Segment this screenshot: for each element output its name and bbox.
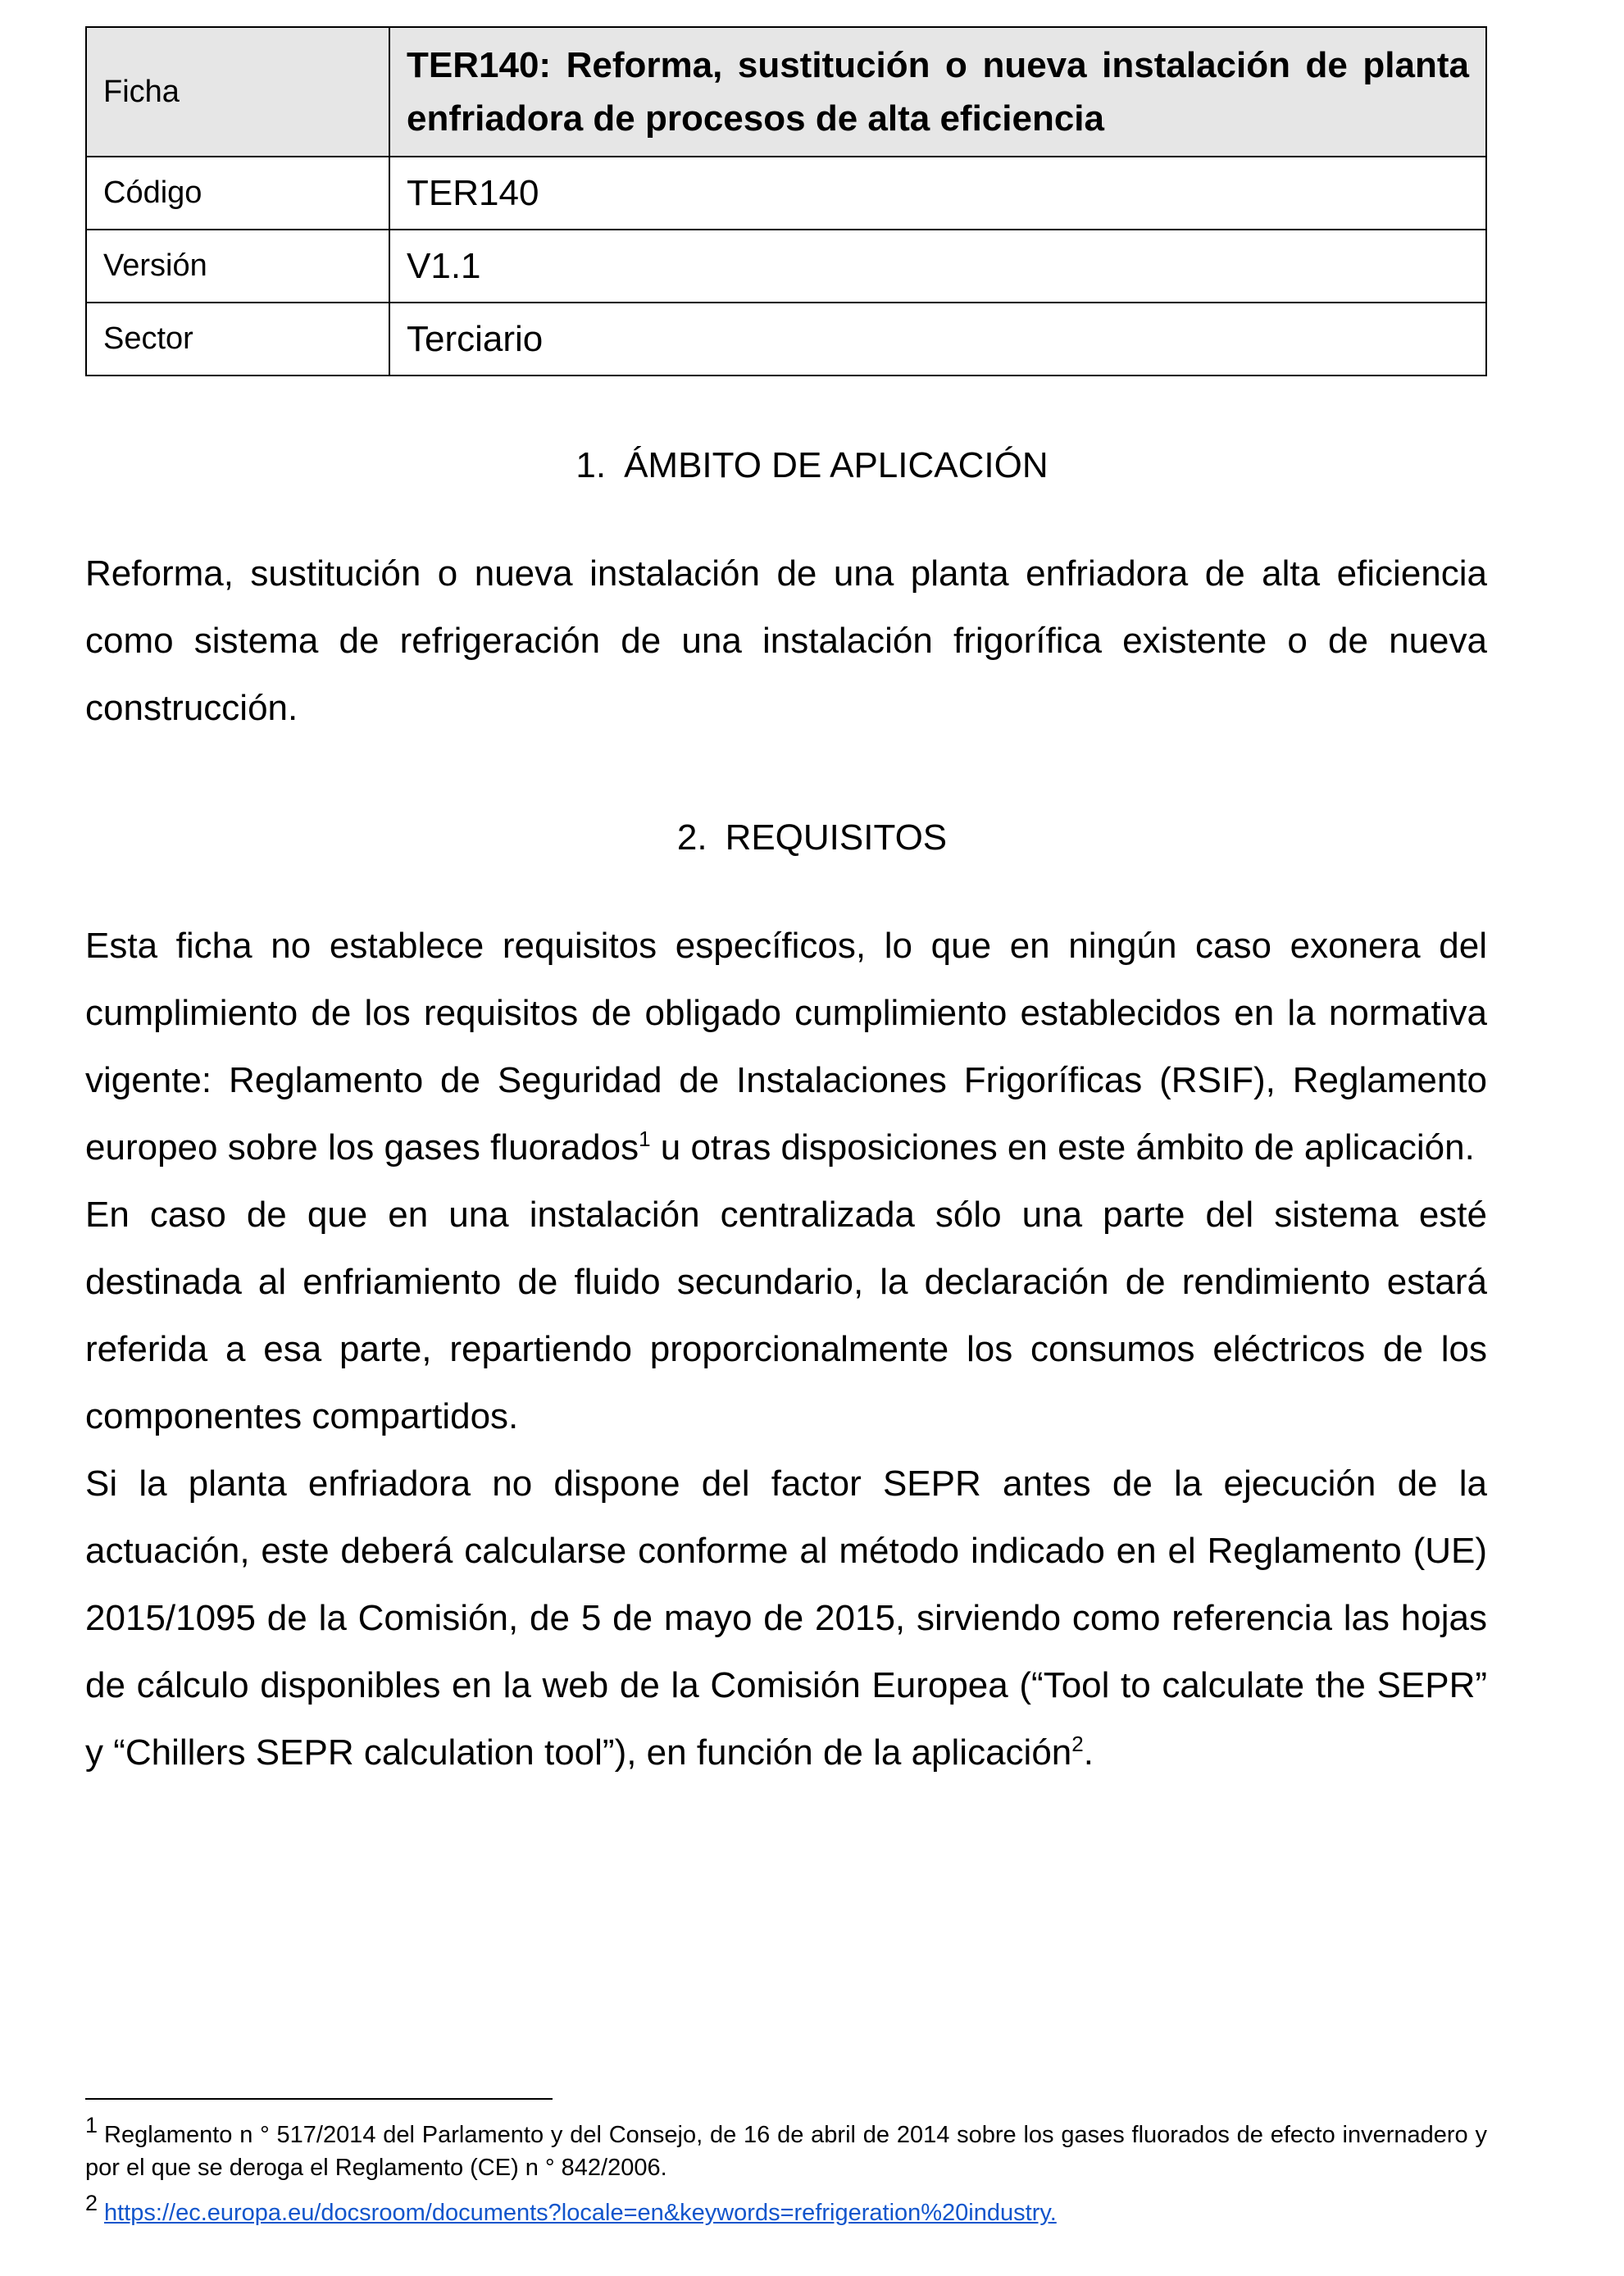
footnote-2 [85,2191,1487,2229]
version-value: V1.1 [389,230,1486,303]
footnote-1 [85,2113,1487,2184]
footnote-1-mark: 1 [85,2113,98,2137]
section-2-heading [0,817,1624,858]
section-1-title: ÁMBITO DE APLICACIÓN [624,445,1049,485]
section-1-body [85,540,1487,742]
sector-label: Sector [86,303,389,376]
footnote-2-link[interactable]: https://ec.europa.eu/docsroom/documents?locale=en&keywords=refrigeration%20industry. [104,2200,1057,2226]
table-row [86,27,1486,157]
section-2-title: REQUISITOS [725,817,948,858]
table-row [86,230,1486,303]
ficha-label: Ficha [86,27,389,157]
footnote-ref-2[interactable]: 2 [1071,1732,1084,1756]
p3-text-end: . [1083,1732,1094,1773]
codigo-label: Código [86,157,389,230]
p3-text: Si la planta enfriadora no dispone del factor SEPR antes de la ejecución de la actuación, este deberá calcularse conforme al método indicado en el Reglamento (UE) 2015/1095 de la Comisión, de 5 de mayo de 2015, sirviendo como referencia las hojas de cálculo disponibles en la web de la Comisión Europea (“Tool to calculate the SEPR” y “Chillers SEPR calculation tool”), en función de la aplicación [85,1463,1487,1773]
section-1-heading [0,445,1624,486]
version-label: Versión [86,230,389,303]
sector-value: Terciario [389,303,1486,376]
ficha-title: TER140: Reforma, sustitución o nueva instalación de planta enfriadora de procesos de alta eficiencia [389,27,1486,157]
p1-text-end: u otras disposiciones en este ámbito de aplicación. [650,1127,1475,1168]
footnote-separator [85,2098,553,2100]
footnote-1-text: Reglamento n ° 517/2014 del Parlamento y del Consejo, de 16 de abril de 2014 sobre los gases fluorados de efecto invernadero y por el que se deroga el Reglamento (CE) n ° 842/2006. [85,2122,1487,2181]
section-1-paragraph: Reforma, sustitución o nueva instalación de una planta enfriadora de alta eficiencia como sistema de refrigeración de una instalación frigorífica existente o de nueva construcción. [85,553,1487,728]
section-2-body [85,913,1487,1787]
ficha-table [85,26,1487,376]
requirements-paragraph-3 [85,1450,1487,1787]
section-2-number: 2. [676,817,707,858]
codigo-value: TER140 [389,157,1486,230]
requirements-paragraph-1 [85,913,1487,1181]
section-1-number: 1. [575,445,607,485]
footnote-ref-1[interactable]: 1 [639,1127,651,1151]
footnote-2-mark: 2 [85,2191,98,2215]
p1-text: Esta ficha no establece requisitos específicos, lo que en ningún caso exonera del cumplimiento de los requisitos de obligado cumplimiento establecidos en la normativa vigente: Reglamento de Seguridad de Instalaciones Frigoríficas (RSIF), Reglamento europeo sobre los gases fluorados [85,926,1487,1168]
table-row [86,303,1486,376]
requirements-paragraph-2: En caso de que en una instalación centralizada sólo una parte del sistema esté destinada al enfriamiento de fluido secundario, la declaración de rendimiento estará referida a esa parte, repartiendo proporcionalmente los consumos eléctricos de los componentes compartidos. [85,1195,1487,1436]
table-row [86,157,1486,230]
